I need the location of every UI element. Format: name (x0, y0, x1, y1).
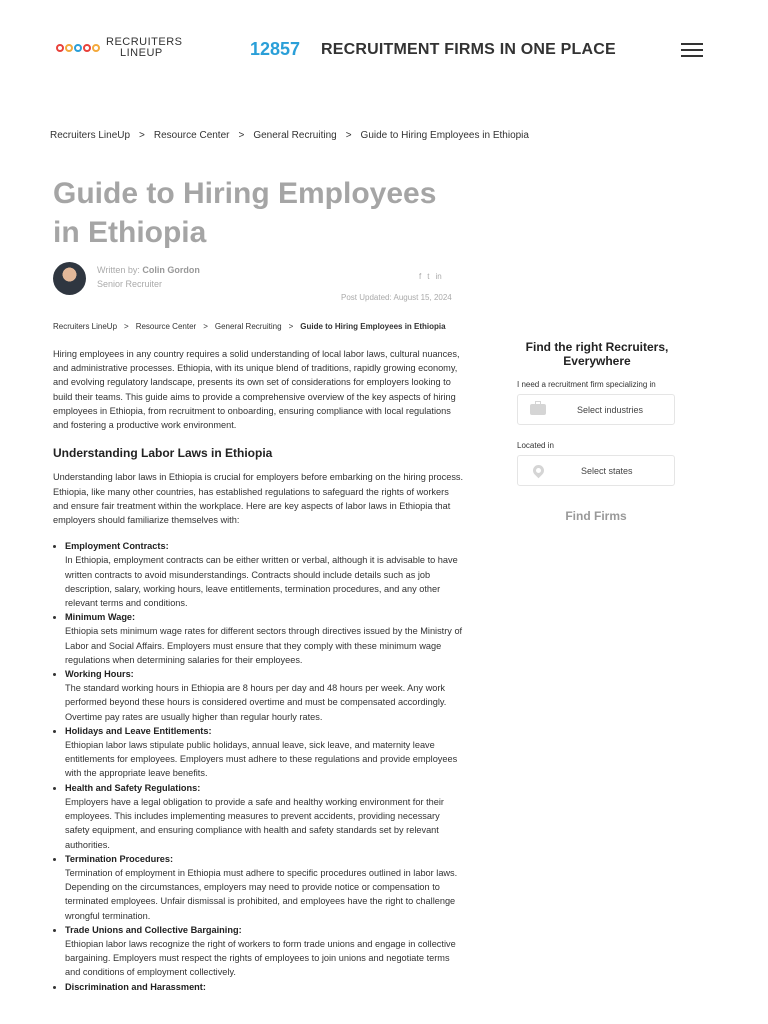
find-firms-button[interactable]: Find Firms (565, 509, 627, 523)
location-select[interactable]: Select states (517, 455, 675, 486)
section-heading: Understanding Labor Laws in Ethiopia (53, 446, 273, 461)
widget-title: Find the right Recruiters, Everywhere (525, 340, 669, 368)
list-item: • Trade Unions and Collective Bargaining: Ethiopian labor laws recognize the right of workers to form trade unions and engage in collective bargaining. Employers must respect the rights of employees to join unions and negotiate terms and conditions of employment collectively. (65, 923, 465, 980)
labor-law-list (53, 539, 465, 994)
page-title: Guide to Hiring Employees in Ethiopia (53, 177, 437, 249)
breadcrumb-general-recruiting[interactable]: General Recruiting (214, 322, 282, 331)
facebook-icon[interactable]: f (419, 272, 422, 281)
social-share (419, 272, 442, 281)
post-updated-date: Post Updated: August 15, 2024 (341, 293, 452, 302)
briefcase-icon (529, 403, 547, 417)
industry-select[interactable]: Select industries (517, 394, 675, 425)
logo-circles-icon (56, 44, 100, 52)
breadcrumb-resource-center[interactable]: Resource Center (135, 322, 197, 331)
breadcrumb-current: Guide to Hiring Employees in Ethiopia (360, 130, 529, 141)
site-logo[interactable] (56, 37, 183, 59)
breadcrumb-home[interactable]: Recruiters LineUp (50, 130, 131, 141)
breadcrumb: Recruiters LineUp > Resource Center > General Recruiting > Guide to Hiring Employees in Ethiopia (50, 130, 529, 141)
breadcrumb-home[interactable]: Recruiters LineUp (53, 322, 118, 331)
list-item: • Working Hours: The standard working hours in Ethiopia are 8 hours per day and 48 hours per week. Any work performed beyond these hours is considered overtime and must be compensated accordingly. Overtime pay rates are usually higher than regular hourly rates. (65, 667, 465, 724)
breadcrumb-resource-center[interactable]: Resource Center (153, 130, 230, 141)
list-item: • Health and Safety Regulations: Employers have a legal obligation to provide a safe and healthy working environment for their employees. This includes implementing measures to prevent accidents, providing necessary safety equipment, and ensuring compliance with health and safety standards set by relevant authorities. (65, 781, 465, 852)
breadcrumb-current: Guide to Hiring Employees in Ethiopia (300, 322, 446, 331)
author-name[interactable]: Colin Gordon (142, 265, 200, 275)
firm-count: 12857 (250, 39, 301, 59)
industry-label: I need a recruitment firm specializing in (517, 380, 656, 389)
list-item: • Minimum Wage: Ethiopia sets minimum wage rates for different sectors through directives issued by the Ministry of Labor and Social Affairs. Employers must ensure that they comply with these minimum wage regulations when determining salaries for their employees. (65, 610, 465, 667)
header-tagline: RECRUITMENT FIRMS IN ONE PLACE (321, 41, 616, 58)
linkedin-icon[interactable]: in (435, 272, 442, 281)
section-intro: Understanding labor laws in Ethiopia is crucial for employers before embarking on the hiring process. Ethiopia, like many other countries, has established regulations to safeguard the rights of workers and ensure fair treatment within the workplace. Here are key aspects of labor laws in Ethiopia that employers should familiarize themselves with: (53, 472, 464, 526)
breadcrumb-general-recruiting[interactable]: General Recruiting (253, 130, 337, 141)
list-item: • Discrimination and Harassment: (65, 980, 465, 994)
hamburger-icon[interactable] (681, 43, 703, 57)
logo-text: RECRUITERS LINEUP (106, 36, 183, 59)
location-pin-icon (529, 464, 547, 478)
article-intro: Hiring employees in any country requires a solid understanding of local labor laws, cultural nuances, and administrative processes. Ethiopia, with its unique blend of traditions, rapidly growing economy, and evolving regulatory landscape, presents its own set of considerations for employers looking to build their teams. This guide aims to provide a comprehensive overview of the key aspects of hiring employees in Ethiopia, from recruitment to onboarding, ensuring compliance with local regulations and fostering a productive work environment. (53, 349, 460, 431)
list-item: • Termination Procedures: Termination of employment in Ethiopia must adhere to specific procedures outlined in labor laws. Depending on the circumstances, employers may need to provide notice or compensation to terminated employees. Unfair dismissal is prohibited, and employees have the right to challenge wrongful termination. (65, 852, 465, 923)
twitter-icon[interactable]: t (427, 272, 430, 281)
article-body (53, 347, 465, 994)
list-item: • Employment Contracts: In Ethiopia, employment contracts can be either written or verbal, although it is advisable to have written contracts to avoid misunderstandings. Contracts should include details such as job description, salary, working hours, leave entitlements, termination procedures, and any other relevant terms and conditions. (65, 539, 465, 610)
recruiter-search-widget (517, 340, 677, 523)
author-avatar (53, 262, 86, 295)
author-role: Senior Recruiter (97, 279, 163, 289)
author-byline: Written by: Colin Gordon (97, 265, 200, 275)
location-label: Located in (517, 441, 554, 450)
breadcrumb-secondary: Recruiters LineUp > Resource Center > General Recruiting > Guide to Hiring Employees in Ethiopia (53, 322, 446, 331)
list-item: • Holidays and Leave Entitlements: Ethiopian labor laws stipulate public holidays, annual leave, sick leave, and maternity leave entitlements for employees. Employers must adhere to these regulations and provide employees with the appropriate leave benefits. (65, 724, 465, 781)
